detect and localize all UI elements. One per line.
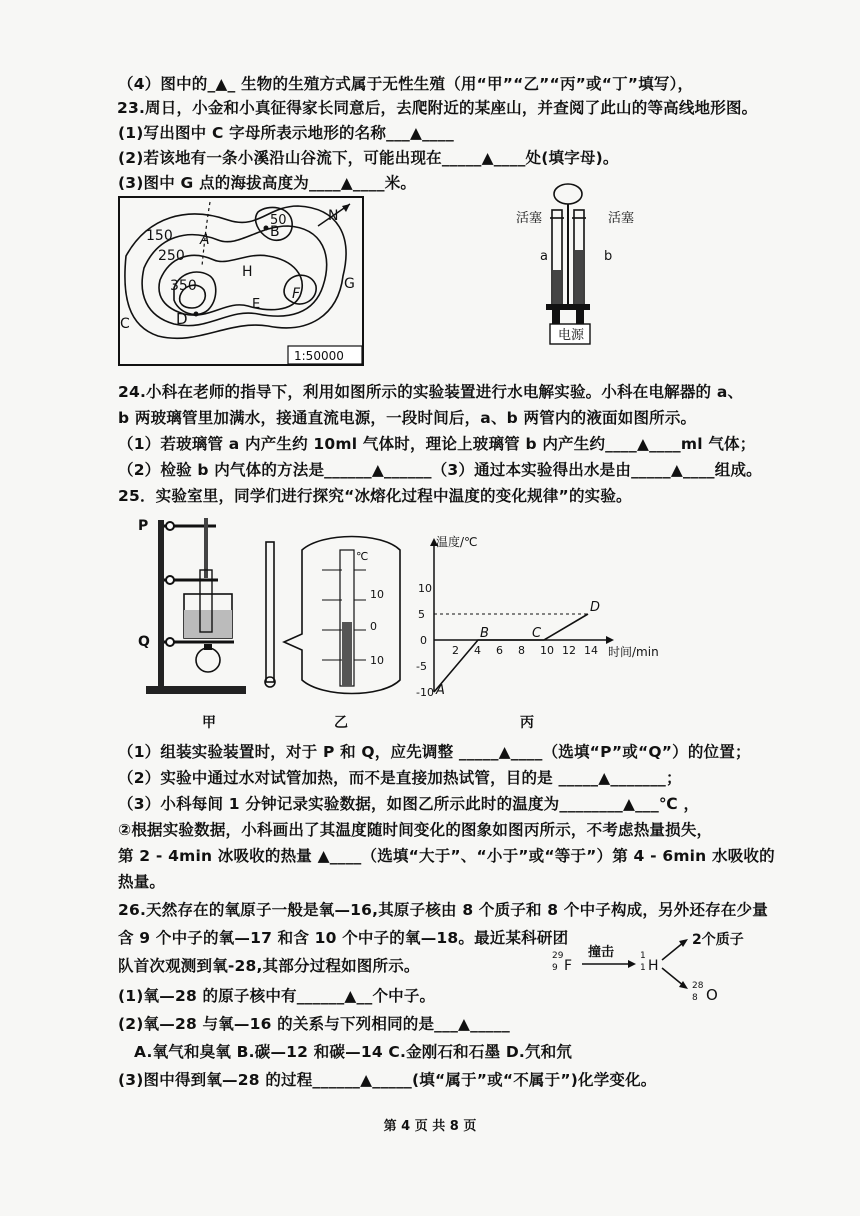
contour-map (118, 196, 364, 366)
chart-point-label: A (436, 683, 445, 698)
point-e: E (252, 297, 261, 312)
thermometer-tick-10: 10 (370, 588, 384, 601)
q26-sub2: (2)氧—28 与氧—16 的关系与下列相同的是___▲_____ (118, 1015, 510, 1033)
q24-sub1: （1）若玻璃管 a 内产生约 10ml 气体时，理论上玻璃管 b 内产生约____▲____ml 气体； (118, 435, 756, 453)
chart-point-label: C (532, 626, 542, 641)
q23-stem: 23.周日，小金和小真征得家长同意后，去爬附近的某座山，并查阅了此山的等高线地形图。 (117, 99, 758, 117)
q26-options: A.氧气和臭氧 B.碳—12 和碳—14 C.金刚石和石墨 D.氕和氘 (134, 1043, 573, 1061)
chart-x-tick: 4 (474, 644, 481, 657)
q24-sub2: （2）检验 b 内气体的方法是______▲______（3）通过本实验得出水是由_____▲____组成。 (118, 461, 762, 479)
q25-sub2: （2）实验中通过水对试管加热，而不是直接加热试管，目的是 _____▲_______； (118, 769, 682, 787)
point-d: D (176, 310, 188, 328)
caption-bing: 丙 (520, 715, 534, 731)
valve-right-label: 活塞 (608, 211, 635, 226)
chart-origin: 0 (420, 634, 427, 647)
chart-y-tick: 10 (418, 582, 432, 595)
heating-setup (138, 510, 258, 700)
proton-symbol: H (648, 958, 659, 974)
q26-stem-c: 队首次观测到氧-28,其部分过程如图所示。 (118, 957, 420, 975)
point-a: A (200, 232, 210, 248)
q26-sub1: (1)氧—28 的原子核中有______▲__个中子。 (118, 987, 436, 1005)
thermometer-tick-neg10: 10 (370, 654, 384, 667)
q25-sub3: （3）小科每间 1 分钟记录实验数据，如图乙所示此时的温度为________▲___℃ ， (118, 795, 700, 813)
valve-left-label: 活塞 (516, 211, 543, 226)
q26-stem-b: 含 9 个中子的氧—17 和含 10 个中子的氧—18。最近某科研团 (118, 929, 569, 947)
chart-ylabel: 温度/℃ (436, 535, 478, 549)
q25-sub4: ②根据实验数据，小科画出了其温度随时间变化的图象如图丙所示，不考虑热量损失， (118, 821, 713, 839)
chart-x-tick: 12 (562, 644, 576, 657)
label-p: P (138, 518, 149, 534)
product-mass: 28 (692, 981, 704, 991)
q25-sub1: （1）组装实验装置时，对于 P 和 Q，应先调整 _____▲____（选填“P”或“Q”）的位置； (118, 743, 751, 761)
chart-point-label: B (480, 626, 489, 641)
q26-stem: 26.天然存在的氧原子一般是氧—16,其原子核由 8 个质子和 8 个中子构成，另外还存在少量 (118, 901, 768, 919)
north-label: N (328, 208, 339, 224)
q23-sub1: (1)写出图中 C 字母所表示地形的名称___▲____ (118, 124, 454, 142)
label-q: Q (138, 634, 150, 650)
q24-stem: 24.小科在老师的指导下，利用如图所示的实验装置进行水电解实验。小科在电解器的 a、 (118, 383, 744, 401)
contour-label-50: 50 (270, 213, 287, 228)
map-scale: 1:50000 (294, 349, 344, 363)
product-protons: 2个质子 (692, 932, 744, 948)
product-symbol: O (706, 986, 718, 1004)
point-b: B (270, 224, 280, 240)
arrow-label: 撞击 (588, 945, 615, 960)
thermometer-tick-0: 0 (370, 620, 377, 633)
caption-jia: 甲 (202, 715, 216, 731)
nuclear-reaction-figure (548, 916, 748, 1006)
contour-label-350: 350 (170, 278, 197, 294)
chart-y-tick: -10 (416, 686, 434, 699)
chart-x-tick: 8 (518, 644, 525, 657)
reactant-z: 9 (552, 963, 558, 973)
q22-4-line: （4）图中的_▲_ 生物的生殖方式属于无性生殖（用“甲”“乙”“丙”或“丁”填写）， (118, 75, 694, 93)
chart-xlabel: 时间/min (608, 645, 659, 659)
product-z: 8 (692, 993, 698, 1003)
thermometer-figure (262, 530, 412, 700)
point-g: G (344, 276, 355, 292)
q25-sub4-b: 第 2 - 4min 冰吸收的热量 ▲____（选填“大于”、“小于”或“等于”）第 4 - 6min 水吸收的 (118, 847, 775, 865)
q24-stem-b: b 两玻璃管里加满水，接通直流电源，一段时间后，a、b 两管内的液面如图所示。 (118, 409, 697, 427)
reactant-mass: 29 (552, 951, 564, 961)
power-label: 电源 (558, 328, 585, 343)
caption-yi: 乙 (334, 715, 348, 731)
chart-x-tick: 14 (584, 644, 598, 657)
proton-z: 1 (640, 963, 646, 973)
point-f: F (292, 286, 301, 302)
point-c: C (120, 316, 130, 332)
q23-sub2: (2)若该地有一条小溪沿山谷流下，可能出现在_____▲____处(填字母)。 (118, 149, 619, 167)
chart-x-tick: 10 (540, 644, 554, 657)
proton-mass: 1 (640, 951, 646, 961)
tube-b-label: b (604, 249, 613, 264)
electrolysis-apparatus (508, 180, 648, 360)
chart-point-label: D (590, 600, 601, 615)
q23-sub3: (3)图中 G 点的海拔高度为____▲____米。 (118, 174, 417, 192)
tube-a-label: a (540, 249, 548, 264)
thermometer-unit: ℃ (356, 550, 369, 563)
temperature-time-chart (410, 532, 690, 702)
reactant-symbol: F (564, 958, 573, 974)
page-footer: 第 4 页 共 8 页 (383, 1119, 477, 1134)
chart-y-tick: -5 (416, 660, 427, 673)
contour-label-250: 250 (158, 248, 185, 264)
chart-y-tick: 5 (418, 608, 425, 621)
q25-stem: 25．实验室里，同学们进行探究“冰熔化过程中温度的变化规律”的实验。 (118, 487, 632, 505)
q25-sub4-c: 热量。 (118, 873, 166, 891)
chart-x-tick: 6 (496, 644, 503, 657)
q26-sub3: (3)图中得到氧—28 的过程______▲_____(填“属于”或“不属于”)化学变化。 (118, 1071, 657, 1089)
contour-label-150: 150 (146, 228, 173, 244)
point-h: H (242, 264, 253, 280)
chart-x-tick: 2 (452, 644, 459, 657)
